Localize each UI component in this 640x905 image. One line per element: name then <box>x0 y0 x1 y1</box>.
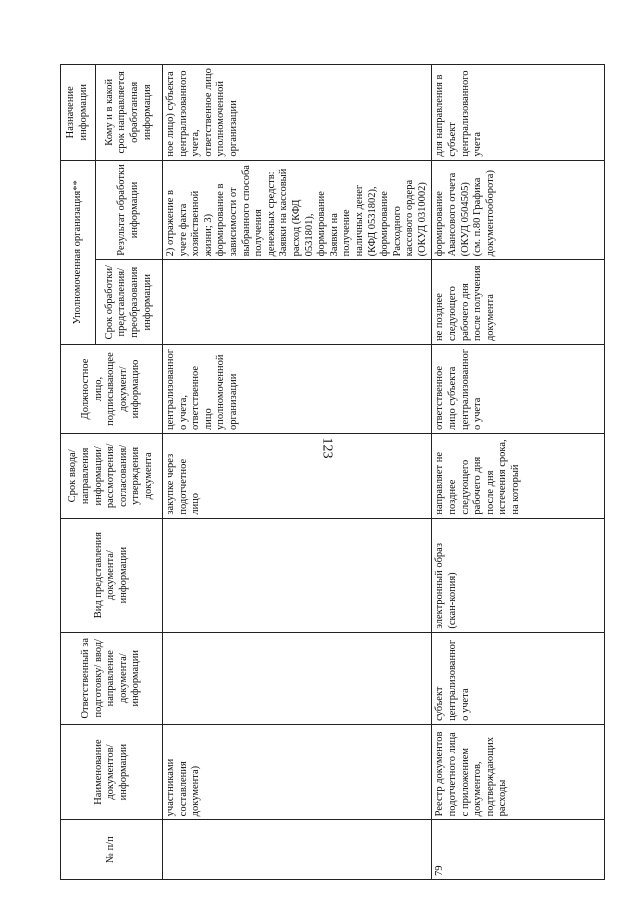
page-number: 123 <box>319 437 335 459</box>
cell-num: 79 <box>432 820 605 880</box>
header-name: Наименование документов/информации <box>61 724 163 819</box>
rotated-table-container <box>60 64 595 880</box>
cell-name: Реестр документов подотчетного лица с приложением документов, подтверждающих расходы <box>432 724 605 819</box>
cell-official: ответственное лицо субъекта централизованного учета <box>432 345 605 434</box>
document-flow-table <box>60 64 605 880</box>
header-responsible: Ответственный за подготовку/ ввод/ направление документа/ информации <box>61 632 163 724</box>
cell-num <box>163 820 432 880</box>
header-purpose-group: Назначение информации <box>61 65 96 161</box>
cell-org-result: 2) отражение в учете факта хозяйственной жизни; 3) формирование в зависимости от выбранного способа получения денежных средств: Заявки на кассовый расход (КФД 0531801), формирование Заявки на получение наличных денег (КФД 0531802), формирование Расходного кассового ордера (ОКУД 0310002) <box>163 160 432 260</box>
header-num: № п/п <box>61 820 163 880</box>
header-org-deadline: Срок обработки/ представления/ преобразования информации <box>96 260 163 345</box>
table-row <box>432 65 605 880</box>
cell-org-deadline <box>163 260 432 345</box>
header-deadline: Срок ввода/ направления информации/ рассмотрения/ согласования/ утверждения документа <box>61 434 163 519</box>
table-row <box>163 65 432 880</box>
header-type: Вид представления документа/ информации <box>61 518 163 632</box>
cell-purpose-to: для направления в субъект централизованного учета <box>432 65 605 161</box>
cell-org-deadline: не позднее следующего рабочего дня после получения документа <box>432 260 605 345</box>
cell-type: электронный образ (скан-копия) <box>432 518 605 632</box>
header-org-result: Результат обработки информации <box>96 160 163 260</box>
cell-deadline: закупке через подотчетное лицо <box>163 434 432 519</box>
cell-official: централизованного учета, ответственное лицо уполномоченной организации <box>163 345 432 434</box>
cell-purpose-to: ное лицо) субъекта централизованного учета, ответственное лицо уполномоченной организации <box>163 65 432 161</box>
cell-name: участниками составления документа) <box>163 724 432 819</box>
cell-type <box>163 518 432 632</box>
header-org-group: Уполномоченная организация** <box>61 160 96 344</box>
cell-deadline: направляет не позднее следующего рабочего дня после дня истечения срока, на который <box>432 434 605 519</box>
cell-org-result: формирование Авансового отчета (ОКУД 0504505) (см. п.80 Графика документооборота) <box>432 160 605 260</box>
header-purpose-to: Кому и в какой срок направляется обработанная информация <box>96 65 163 161</box>
cell-responsible <box>163 632 432 724</box>
header-official: Должностное лицо, подписывающее документ/ информацию <box>61 345 163 434</box>
cell-responsible: субъект централизованного учета <box>432 632 605 724</box>
